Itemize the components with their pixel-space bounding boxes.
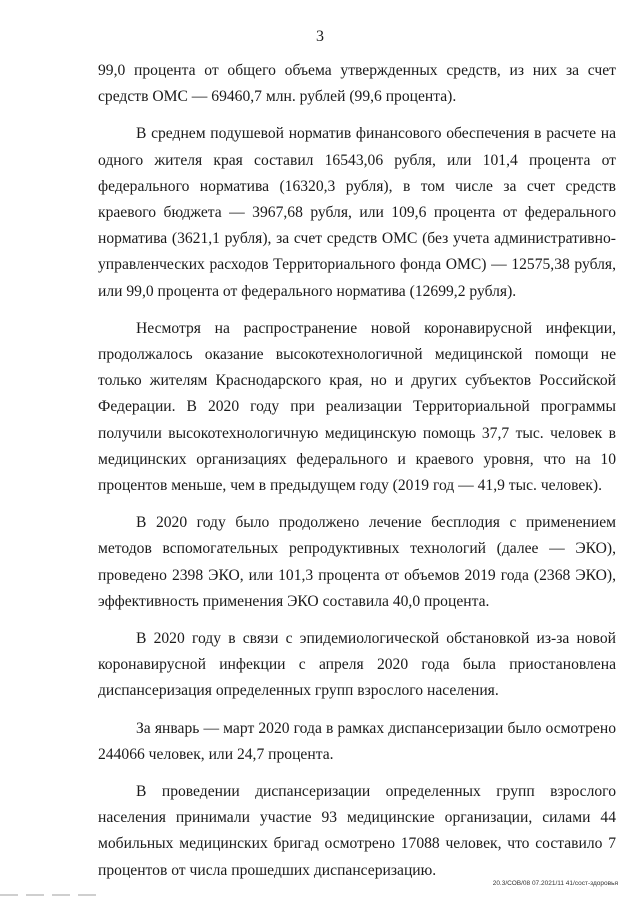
paragraph-participating-organizations: В проведении диспансеризации определенных групп взрослого населения принимали участие 93 медицинские организации, силами 44 мобильных медицинских бригад осмотрено 17088 человек, что составило 7 процентов от числа прошедших диспансеризацию. bbox=[98, 783, 616, 879]
paragraph-ivf-treatment: В 2020 году было продолжено лечение бесплодия с применением методов вспомогательных репродуктивных технологий (далее — ЭКО), проведено 2398 ЭКО, или 101,3 процента от объемов 2019 года (2368 ЭКО), эффективность применения ЭКО составила 40,0 процента. bbox=[98, 514, 616, 610]
page-number: 3 bbox=[316, 28, 324, 45]
document-body bbox=[98, 58, 616, 895]
document-footer-code: 20.3/СОВ/08 07.2021/11 41/сост-здоровья bbox=[492, 880, 618, 887]
paragraph-dispensary-suspension: В 2020 году в связи с эпидемиологической обстановкой из-за новой коронавирусной инфекции с апреля 2020 года была приостановлена диспансеризация определенных групп взрослого населения. bbox=[98, 630, 616, 700]
paragraph-per-capita-standard: В среднем подушевой норматив финансового обеспечения в расчете на одного жителя края составил 16543,06 рубля, или 101,4 процента от федерального норматива (16320,3 рубля), в том числе за счет средств краевого бюджета — 3967,68 рубля, или 109,6 процента от федерального норматива (3621,1 рубля), за счет средств ОМС (без учета административно-управленческих расходов Территориального фонда ОМС) — 12575,38 рубля, или 99,0 процента от федерального норматива (12699,2 рубля). bbox=[98, 125, 616, 300]
scan-edge-divider bbox=[0, 894, 100, 896]
paragraph-high-tech-care: Несмотря на распространение новой коронавирусной инфекции, продолжалось оказание высокотехнологичной медицинской помощи не только жителям Краснодарского края, но и других субъектов Российской Федерации. В 2020 году при реализации Территориальной программы получили высокотехнологичную медицинскую помощь 37,7 тыс. человек в медицинских организациях федерального и краевого уровня, что на 10 процентов меньше, чем в предыдущем году (2019 год — 41,9 тыс. человек). bbox=[98, 319, 616, 495]
paragraph-january-march: За январь — март 2020 года в рамках диспансеризации было осмотрено 244066 человек, или 24,7 процента. bbox=[98, 719, 616, 763]
paragraph-continuation: 99,0 процента от общего объема утвержденных средств, из них за счет средств ОМС — 69460,7 млн. рублей (99,6 процента). bbox=[98, 62, 616, 106]
